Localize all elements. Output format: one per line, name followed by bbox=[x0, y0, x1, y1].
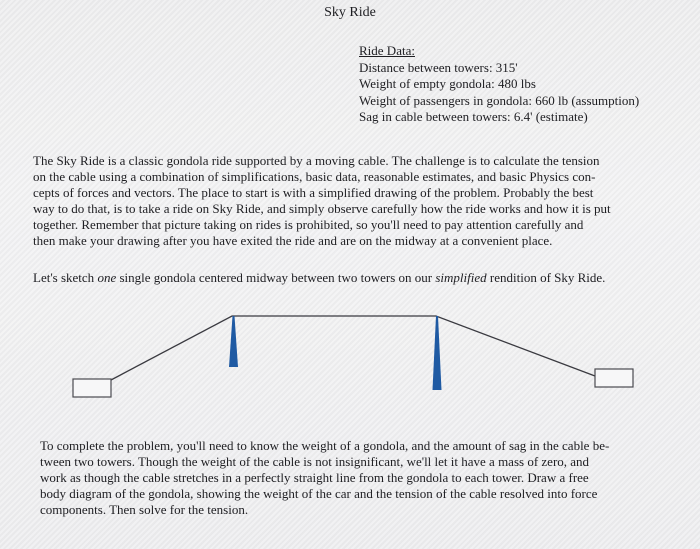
text-line: then make your drawing after you have exited the ride and are on the midway at a convenient place. bbox=[33, 233, 553, 248]
right-tower bbox=[433, 316, 442, 390]
cable-line bbox=[111, 316, 595, 380]
ride-data-block bbox=[359, 43, 639, 126]
emphasis-one: one bbox=[97, 270, 117, 285]
left-gondola bbox=[73, 379, 111, 397]
completion-paragraph bbox=[40, 438, 665, 518]
text-line: together. Remember that picture taking on rides is prohibited, so you'll need to pay attention carefully and bbox=[33, 217, 584, 232]
text-line: cepts of forces and vectors. The place to start is with a simplified drawing of the problem. Probably the best bbox=[33, 185, 594, 200]
text-line bbox=[33, 270, 683, 286]
right-gondola bbox=[595, 369, 633, 387]
ride-data-heading: Ride Data: bbox=[359, 43, 415, 58]
text-line: To complete the problem, you'll need to know the weight of a gondola, and the amount of sag in the cable be- bbox=[40, 438, 610, 453]
text-line: components. Then solve for the tension. bbox=[40, 502, 249, 517]
sketch-instruction bbox=[33, 270, 683, 286]
emphasis-simplified: simplified bbox=[435, 270, 487, 285]
text-fragment: rendition of Sky Ride. bbox=[486, 270, 606, 285]
ride-data-line: Distance between towers: 315' bbox=[359, 59, 518, 75]
text-fragment: single gondola centered midway between two towers on our bbox=[116, 270, 436, 285]
ride-data-line: Weight of passengers in gondola: 660 lb (assumption) bbox=[359, 92, 640, 108]
sky-ride-diagram bbox=[60, 300, 650, 405]
text-line: body diagram of the gondola, showing the weight of the car and the tension of the cable resolved into force bbox=[40, 486, 598, 501]
ride-data-line: Sag in cable between towers: 6.4' (estimate) bbox=[359, 109, 588, 124]
text-line: on the cable using a combination of simplifications, basic data, reasonable estimates, and basic Physics con- bbox=[33, 169, 596, 184]
ride-data-line: Weight of empty gondola: 480 lbs bbox=[359, 76, 536, 91]
page-title: Sky Ride bbox=[324, 5, 376, 20]
text-line: The Sky Ride is a classic gondola ride supported by a moving cable. The challenge is to calculate the tension bbox=[33, 153, 600, 168]
left-tower bbox=[229, 316, 238, 367]
text-fragment: Let's sketch bbox=[33, 270, 98, 285]
text-line: tween two towers. Though the weight of the cable is not insignificant, we'll let it have a mass of zero, and bbox=[40, 454, 590, 469]
intro-paragraph bbox=[33, 153, 668, 249]
text-line: work as though the cable stretches in a perfectly straight line from the gondola to each tower. Draw a free bbox=[40, 470, 589, 485]
text-line: way to do that, is to take a ride on Sky Ride, and simply observe carefully how the ride works and how it is put bbox=[33, 201, 611, 216]
